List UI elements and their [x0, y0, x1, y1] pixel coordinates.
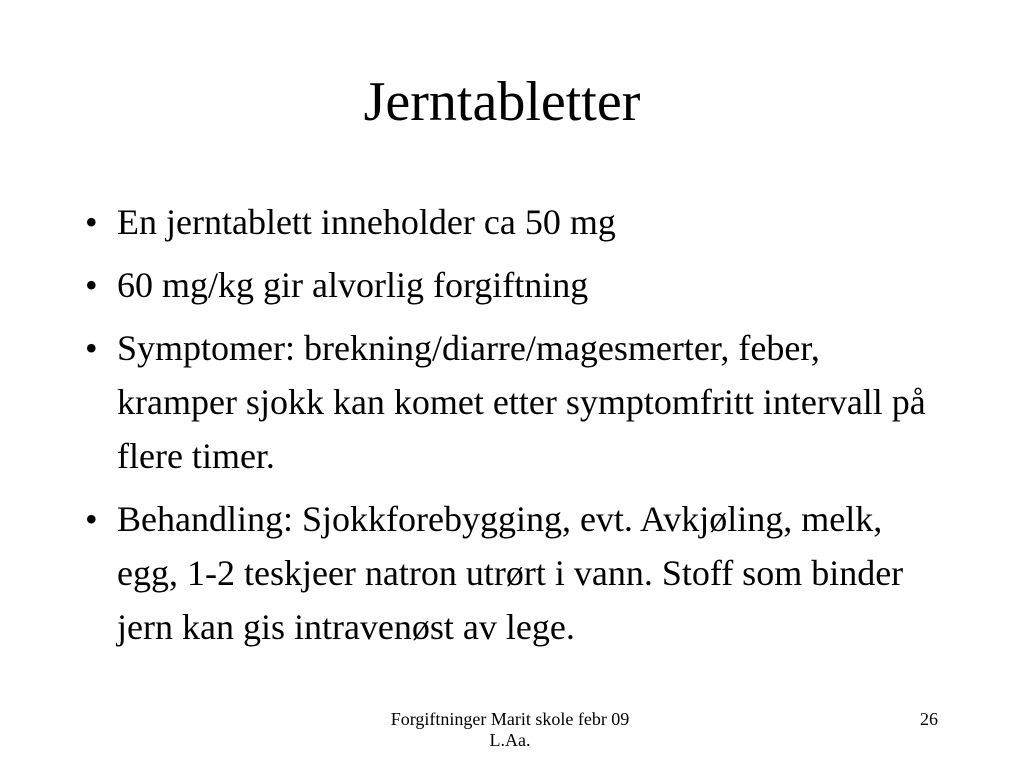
bullet-list [80, 195, 940, 663]
bullet-text: Symptomer: brekning/diarre/magesmerter, feber, kramper sjokk kan komet etter symptomfritt intervall på flere timer. [117, 328, 926, 476]
bullet-item-iron-content [80, 195, 940, 249]
bullet-text: Behandling: Sjokkforebygging, evt. Avkjøling, melk, egg, 1-2 teskjeer natron utrørt i vann. Stoff som binder jern kan gis intravenøst av lege. [117, 499, 904, 647]
footer-line-1: Forgiftninger Marit skole febr 09 [390, 709, 630, 729]
slide-title: Jerntabletter [363, 71, 641, 133]
footer-line-2: L.Aa. [489, 730, 531, 750]
bullet-item-toxic-dose [80, 258, 940, 312]
bullet-item-treatment [80, 492, 940, 654]
slide-number: 26 [920, 709, 938, 729]
bullet-text: En jerntablett inneholder ca 50 mg [117, 202, 616, 242]
bullet-text: 60 mg/kg gir alvorlig forgiftning [117, 265, 589, 305]
slide-footer [370, 709, 650, 751]
bullet-icon: • [85, 328, 98, 368]
bullet-item-symptoms [80, 321, 940, 483]
bullet-icon: • [85, 265, 98, 305]
bullet-icon: • [85, 202, 98, 242]
bullet-icon: • [85, 499, 98, 539]
